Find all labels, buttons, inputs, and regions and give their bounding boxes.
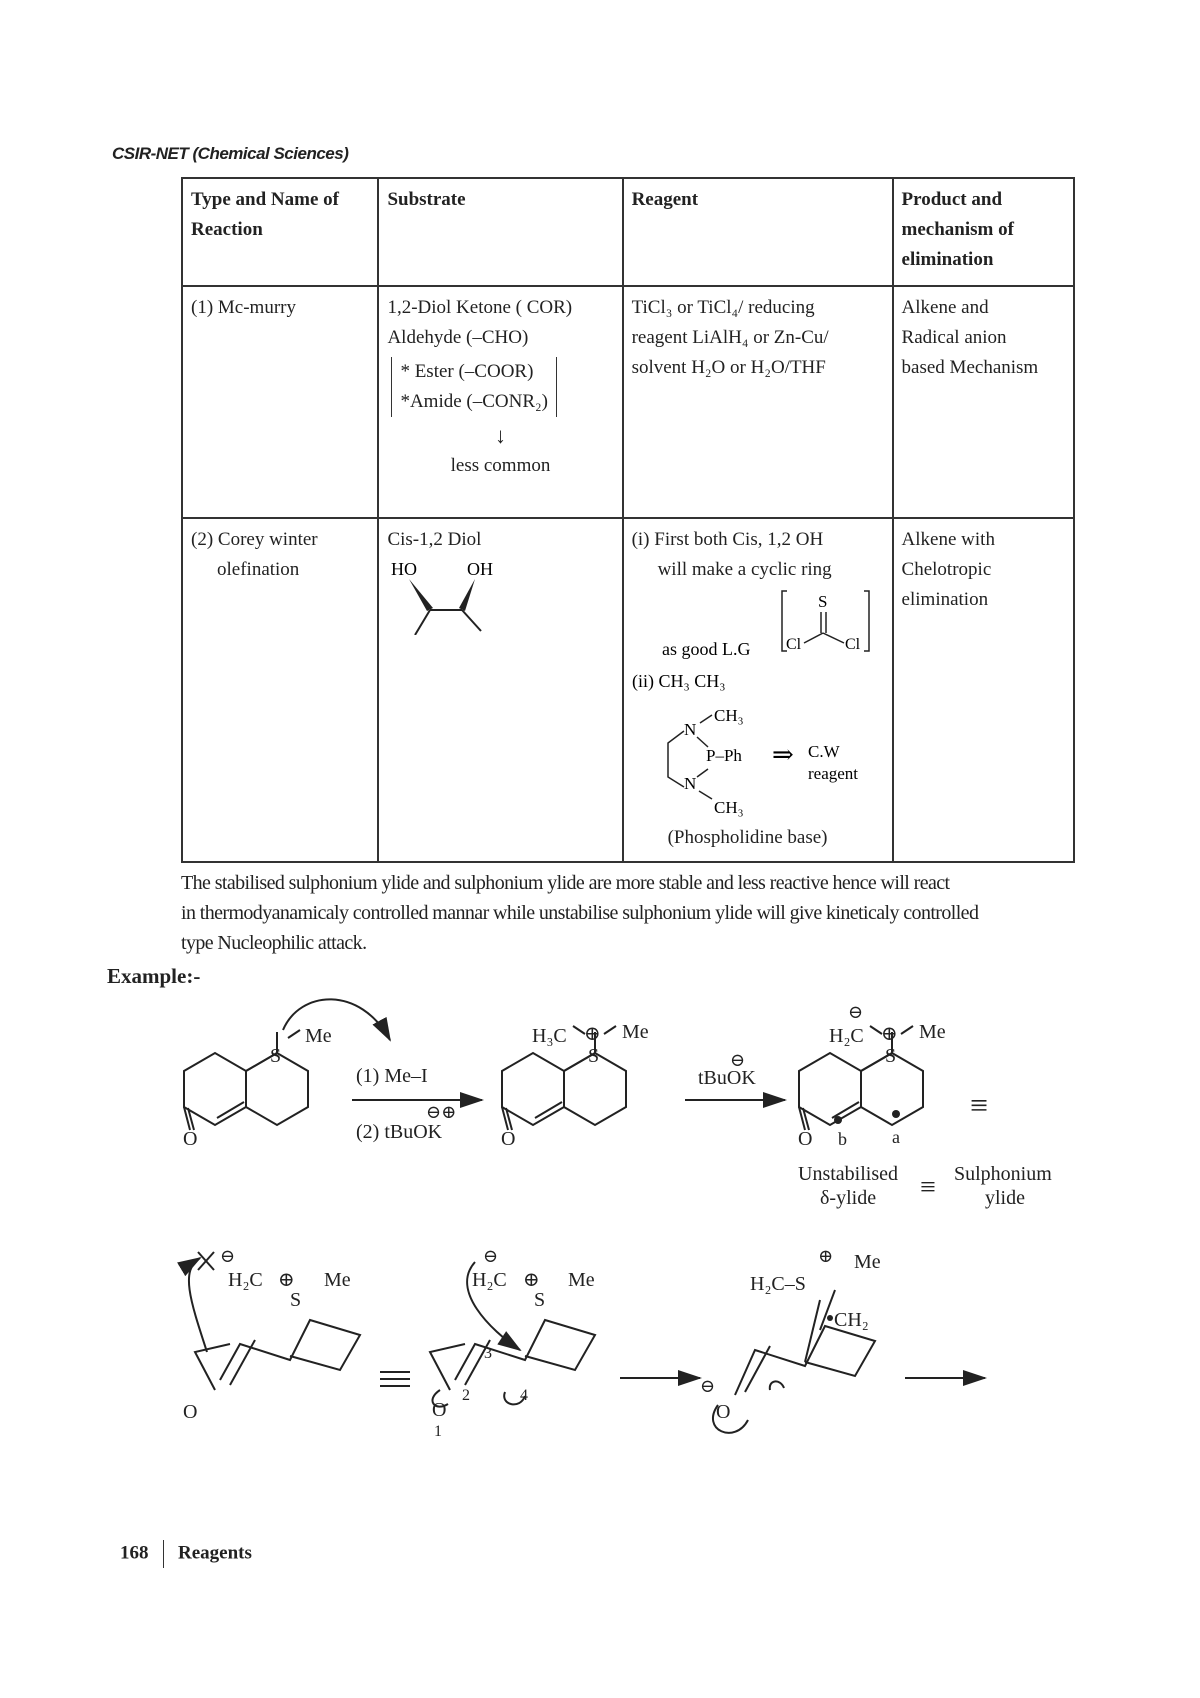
down-arrow-icon: ↓: [495, 423, 506, 448]
ion-pair-label: ⊖⊕: [426, 1102, 457, 1122]
col-header-reagent: Reagent: [623, 178, 893, 286]
plus-charge-icon: ⊕: [278, 1269, 295, 1291]
implies-arrow-icon: ⇒: [771, 740, 794, 769]
reagent-text: reagent LiAlH₄ or Zn-Cu/: [631, 327, 829, 348]
reaction-name: olefination: [217, 559, 300, 580]
plus-charge-icon: ⊕: [818, 1246, 834, 1266]
reagent-caption: (Phospholidine base): [667, 827, 828, 848]
product-text: based Mechanism: [901, 357, 1039, 378]
page-footer: [120, 1540, 252, 1568]
minus-charge-icon: ⊖: [483, 1246, 499, 1266]
atom-number: 1: [434, 1423, 442, 1440]
reagent-text: solvent H₂O or H₂O/THF: [631, 357, 826, 378]
reagent-text: will make a cyclic ring: [657, 559, 832, 580]
reagent-text: TiCl₃ or TiCl₄/ reducing: [631, 297, 815, 318]
substrate-text: * Ester (–COOR): [400, 361, 534, 382]
atom-number: 4: [520, 1387, 528, 1404]
o-atom-label: O: [798, 1128, 813, 1150]
minus-charge-icon: ⊖: [700, 1376, 716, 1396]
product-text: elimination: [901, 589, 989, 610]
me-label: Me: [568, 1269, 595, 1291]
col-header-type: Type and Name of Reaction: [182, 178, 378, 286]
paragraph-line: The stabilised sulphonium ylide and sulphonium ylide are more stable and less reactive hence will react: [181, 872, 950, 894]
o-atom-label: O: [183, 1401, 198, 1423]
cl-label: Cl: [785, 636, 801, 653]
reaction-name: (2) Corey winter: [191, 529, 318, 550]
substrate-text: Aldehyde (–CHO): [387, 327, 529, 348]
p-ph-label: P–Ph: [705, 746, 742, 765]
col-header-product: Product and mechanism of elimination: [893, 178, 1074, 286]
product-text: Alkene and: [901, 297, 989, 318]
h2c-s-label: H₂C–S: [750, 1273, 806, 1295]
o-atom-label: O: [501, 1128, 516, 1150]
o-atom-label: O: [716, 1401, 731, 1423]
oh-label: OH: [467, 559, 494, 579]
product-text: Chelotropic: [901, 559, 992, 580]
cw-label: C.W: [807, 742, 840, 761]
ylide-label: Sulphonium: [954, 1163, 1052, 1185]
me-label: Me: [324, 1269, 351, 1291]
step-label: (1) Me–I: [356, 1065, 428, 1087]
h2c-label: H₂C: [472, 1269, 507, 1291]
plus-charge-icon: ⊕: [584, 1023, 601, 1045]
equivalent-icon: ≡: [970, 1087, 989, 1123]
reaction-name: (1) Mc-murry: [191, 297, 296, 318]
s-atom-label: S: [290, 1289, 302, 1311]
h3c-label: H₃C: [532, 1025, 567, 1047]
paragraph-line: type Nucleophilic attack.: [181, 932, 367, 954]
ch3-label: CH₃: [713, 798, 744, 817]
position-label: a: [892, 1127, 900, 1147]
me-label: Me: [854, 1251, 881, 1273]
step-label: (2) tBuOK: [356, 1121, 443, 1143]
cw-label: reagent: [807, 764, 858, 783]
s-atom-label: S: [817, 592, 828, 611]
reagent-text: (ii) CH₃ CH₃: [631, 671, 726, 691]
col-header-substrate: Substrate: [378, 178, 622, 286]
me-label: Me: [305, 1025, 332, 1047]
o-atom-label: O: [183, 1128, 198, 1150]
atom-number: 3: [484, 1345, 492, 1362]
h2c-label: H₂C: [829, 1025, 864, 1047]
minus-charge-icon: ⊖: [848, 1002, 864, 1022]
running-header: CSIR-NET (Chemical Sciences): [112, 144, 349, 163]
reagent-text: (i) First both Cis, 1,2 OH: [631, 529, 824, 550]
substrate-text: 1,2-Diol Ketone ( COR): [387, 297, 573, 318]
s-atom-label: S: [885, 1045, 897, 1067]
n-atom-label: N: [683, 720, 696, 739]
minus-charge-icon: ⊖: [220, 1246, 236, 1266]
ylide-label: Unstabilised: [798, 1163, 898, 1185]
ch3-label: CH₃: [713, 706, 744, 725]
ylide-label: δ-ylide: [820, 1187, 877, 1209]
me-label: Me: [622, 1021, 649, 1043]
n-atom-label: N: [683, 774, 696, 793]
me-label: Me: [919, 1021, 946, 1043]
plus-charge-icon: ⊕: [881, 1023, 898, 1045]
example-heading: Example:-: [107, 964, 201, 988]
s-atom-label: S: [270, 1045, 282, 1067]
footer-section: Reagents: [178, 1542, 252, 1564]
equivalent-icon: ≡: [920, 1172, 936, 1203]
ylide-label: ylide: [985, 1187, 1025, 1209]
ho-label: HO: [391, 559, 418, 579]
cl-label: Cl: [844, 636, 860, 653]
paragraph-line: in thermodyanamicaly controlled mannar while unstabilise sulphonium ylide will give kineticaly controlled: [181, 902, 979, 924]
product-text: Radical anion: [901, 327, 1007, 348]
footer-divider: [163, 1540, 165, 1568]
substrate-note: less common: [450, 455, 551, 476]
ch2-label: CH₂: [834, 1309, 869, 1331]
plus-charge-icon: ⊕: [523, 1269, 540, 1291]
substrate-text: *Amide (–CONR₂): [400, 391, 548, 412]
minus-charge-icon: ⊖: [730, 1050, 746, 1070]
position-label: b: [838, 1129, 847, 1149]
page-number: 168: [120, 1542, 149, 1564]
s-atom-label: S: [534, 1289, 546, 1311]
tbuok-label: tBuOK: [698, 1067, 756, 1089]
atom-number: 2: [462, 1387, 470, 1404]
leaving-group-text: as good L.G: [661, 639, 751, 659]
s-atom-label: S: [588, 1045, 600, 1067]
substrate-text: Cis-1,2 Diol: [387, 529, 482, 550]
o-atom-label: O: [432, 1399, 447, 1421]
h2c-label: H₂C: [228, 1269, 263, 1291]
product-text: Alkene with: [901, 529, 995, 550]
